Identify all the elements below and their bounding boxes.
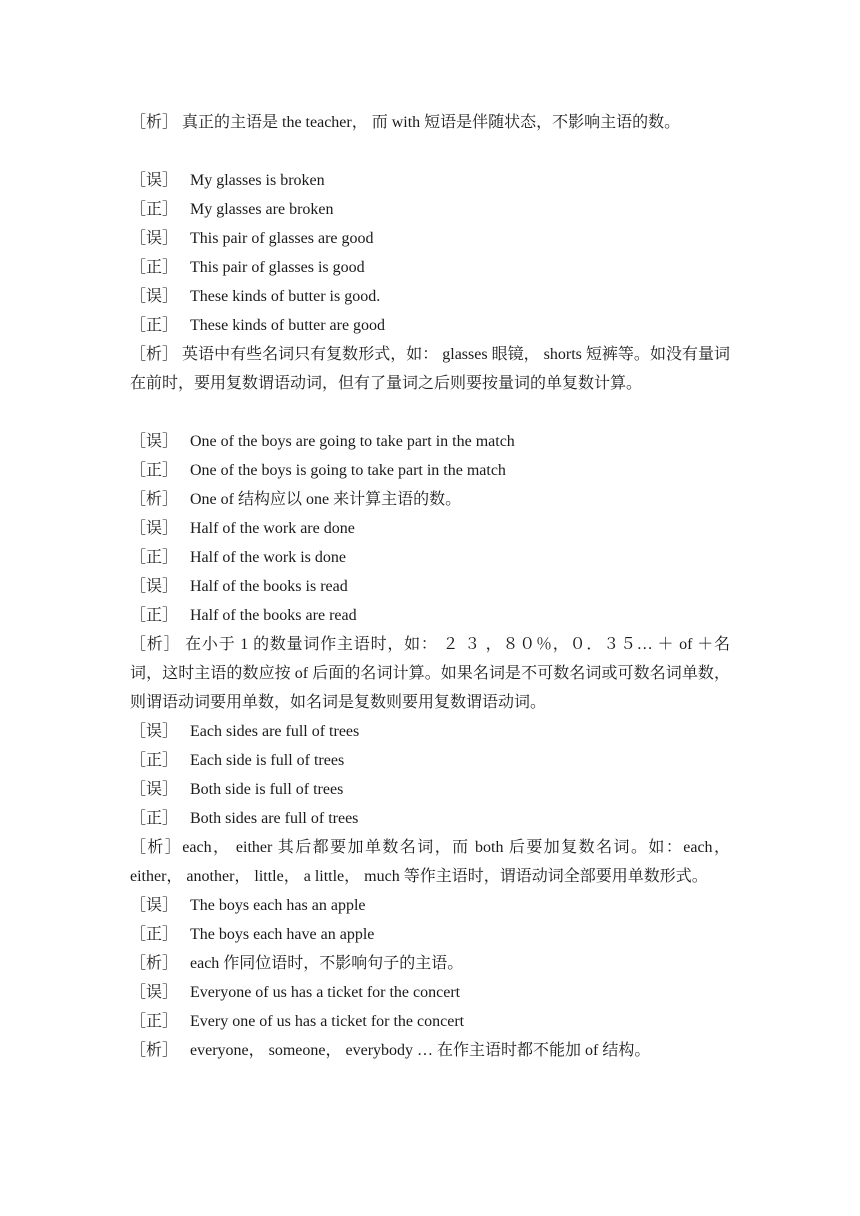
line-text: Everyone of us has a ticket for the concert xyxy=(190,984,461,1001)
example-line xyxy=(130,978,730,1007)
line-text: Each sides are full of trees xyxy=(190,723,360,740)
line-tag: ［误］ xyxy=(130,230,179,247)
line-tag: ［正］ xyxy=(130,810,179,827)
line-tag: ［正］ xyxy=(130,201,179,218)
example-line xyxy=(130,282,730,311)
example-line xyxy=(130,717,730,746)
paragraph-gap xyxy=(130,398,730,427)
line-tag: ［误］ xyxy=(130,172,179,189)
line-text: This pair of glasses is good xyxy=(190,259,365,276)
analysis-paragraph: ［析］ 真正的主语是 the teacher， 而 with 短语是伴随状态，不影响主语的数。 xyxy=(130,114,681,131)
example-line xyxy=(130,427,730,456)
example-line xyxy=(130,572,730,601)
line-text: everyone， someone， everybody … 在作主语时都不能加 of 结构。 xyxy=(190,1042,651,1059)
example-line xyxy=(130,514,730,543)
paragraph-gap xyxy=(130,137,730,166)
line-tag: ［误］ xyxy=(130,723,179,740)
example-line xyxy=(130,1007,730,1036)
example-line xyxy=(130,1036,730,1065)
document-body xyxy=(130,108,730,1065)
line-text: My glasses are broken xyxy=(190,201,334,218)
line-text: Both sides are full of trees xyxy=(190,810,359,827)
line-text: One of 结构应以 one 来计算主语的数。 xyxy=(190,491,462,508)
line-text: The boys each have an apple xyxy=(190,926,375,943)
line-tag: ［正］ xyxy=(130,926,179,943)
line-tag: ［误］ xyxy=(130,578,179,595)
analysis-paragraph: ［析］ 在小于 1 的数量词作主语时，如： ２ ３ ，８０％，０．３５… ＋ of ＋名词，这时主语的数应按 of 后面的名词计算。如果名词是不可数名词或可数名词单数，则谓语动词要用单数，如名词是复数则要用复数谓语动词。 xyxy=(130,636,730,711)
line-tag: ［正］ xyxy=(130,317,179,334)
line-tag: ［析］ xyxy=(130,491,179,508)
line-text: Half of the books is read xyxy=(190,578,348,595)
analysis-paragraph: ［析］ 英语中有些名词只有复数形式，如： glasses 眼镜， shorts 短裤等。如没有量词在前时，要用复数谓语动词，但有了量词之后则要按量词的单复数计算。 xyxy=(130,346,730,392)
line-text: Half of the work are done xyxy=(190,520,355,537)
line-text: One of the boys is going to take part in the match xyxy=(190,462,506,479)
line-tag: ［正］ xyxy=(130,259,179,276)
line-text: This pair of glasses are good xyxy=(190,230,374,247)
line-text: The boys each has an apple xyxy=(190,897,366,914)
line-text: My glasses is broken xyxy=(190,172,325,189)
line-tag: ［误］ xyxy=(130,520,179,537)
example-line xyxy=(130,224,730,253)
line-tag: ［误］ xyxy=(130,984,179,1001)
line-tag: ［正］ xyxy=(130,752,179,769)
example-line xyxy=(130,775,730,804)
line-tag: ［误］ xyxy=(130,288,179,305)
example-line xyxy=(130,920,730,949)
line-tag: ［析］ xyxy=(130,1042,179,1059)
example-line xyxy=(130,311,730,340)
line-tag: ［正］ xyxy=(130,607,179,624)
line-text: Every one of us has a ticket for the concert xyxy=(190,1013,465,1030)
line-text: Both side is full of trees xyxy=(190,781,344,798)
line-text: Half of the work is done xyxy=(190,549,346,566)
line-text: One of the boys are going to take part in the match xyxy=(190,433,515,450)
example-line xyxy=(130,891,730,920)
example-line xyxy=(130,456,730,485)
example-line xyxy=(130,195,730,224)
example-line xyxy=(130,253,730,282)
line-tag: ［误］ xyxy=(130,897,179,914)
example-line xyxy=(130,543,730,572)
line-tag: ［正］ xyxy=(130,549,179,566)
line-tag: ［析］ xyxy=(130,955,179,972)
line-tag: ［正］ xyxy=(130,462,179,479)
line-text: Half of the books are read xyxy=(190,607,357,624)
analysis-paragraph: ［析］each， either 其后都要加单数名词，而 both 后要加复数名词。如：each，either， another， little， a little， much 等作主语时，谓语动词全部要用单数形式。 xyxy=(130,839,730,885)
example-line xyxy=(130,949,730,978)
line-tag: ［正］ xyxy=(130,1013,179,1030)
example-line xyxy=(130,601,730,630)
line-text: each 作同位语时，不影响句子的主语。 xyxy=(190,955,464,972)
example-line xyxy=(130,804,730,833)
example-line xyxy=(130,166,730,195)
line-text: These kinds of butter are good xyxy=(190,317,386,334)
example-line xyxy=(130,485,730,514)
line-text: Each side is full of trees xyxy=(190,752,345,769)
line-tag: ［误］ xyxy=(130,433,179,450)
example-line xyxy=(130,746,730,775)
line-text: These kinds of butter is good. xyxy=(190,288,381,305)
line-tag: ［误］ xyxy=(130,781,179,798)
